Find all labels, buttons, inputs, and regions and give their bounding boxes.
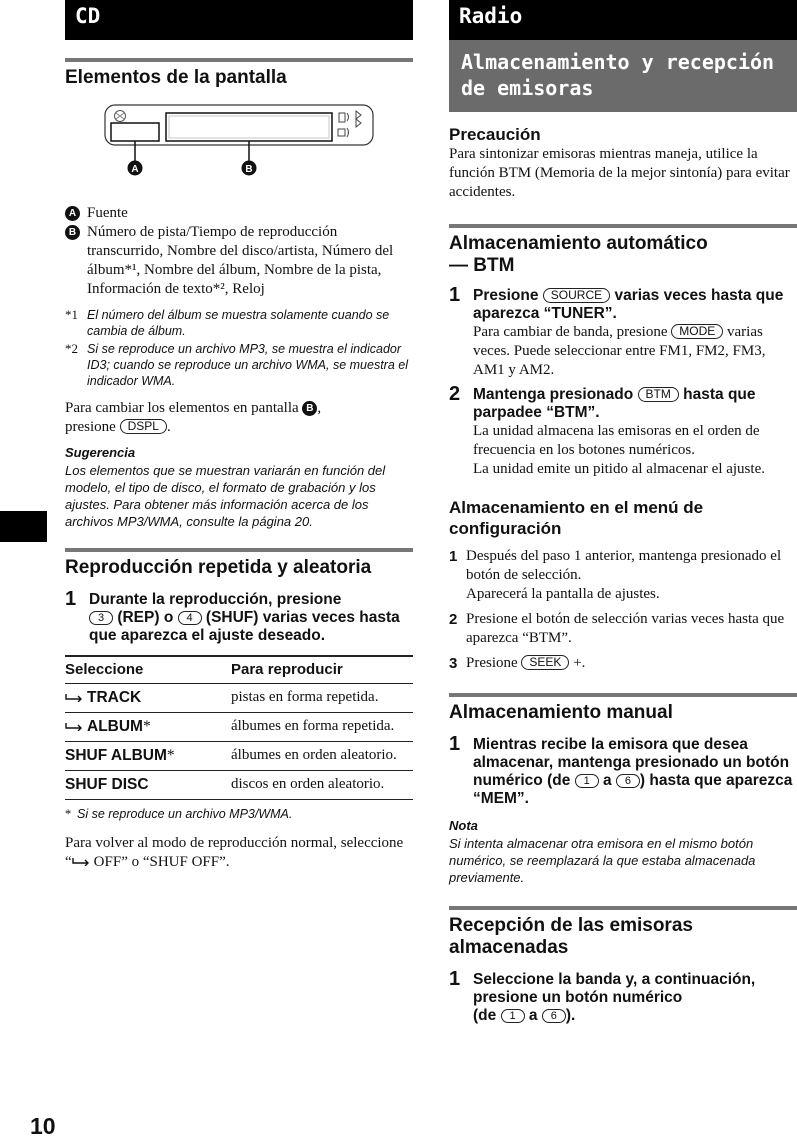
dspl-button[interactable]: DSPL xyxy=(120,419,167,434)
section-rule xyxy=(449,693,797,697)
step-text: a xyxy=(602,772,612,789)
caution-title: Precaución xyxy=(449,125,541,144)
change-text-2: presione xyxy=(65,419,116,435)
item-a-text: Fuente xyxy=(87,205,128,221)
auto-title-line2: — BTM xyxy=(449,255,515,276)
step-text: (REP) o xyxy=(117,609,174,626)
mode-key-label: TRACK xyxy=(87,689,142,706)
step-detail: Aparecerá la pantalla de ajustes. xyxy=(466,586,660,602)
table-row xyxy=(65,684,413,713)
step-text: a xyxy=(528,1007,538,1024)
right-column xyxy=(449,0,797,1025)
menu-step xyxy=(449,610,797,648)
table-row xyxy=(65,771,413,800)
mode-value: discos en orden aleatorio. xyxy=(231,771,413,800)
seek-button[interactable]: SEEK xyxy=(521,655,569,670)
mode-key-label: SHUF DISC xyxy=(65,776,149,793)
mode-key xyxy=(65,713,231,742)
step-detail: Para cambiar de banda, presione xyxy=(473,324,668,340)
button-1[interactable]: 1 xyxy=(501,1009,525,1023)
display-items xyxy=(65,204,413,299)
change-instructions xyxy=(65,399,413,437)
table-header: Seleccione xyxy=(65,656,231,684)
button-4[interactable]: 4 xyxy=(178,611,202,625)
section-rule xyxy=(449,224,797,228)
display-diagram-svg xyxy=(65,101,413,201)
mode-key-label: ALBUM xyxy=(87,718,143,735)
mode-key-star: * xyxy=(166,747,175,764)
step-text: Seleccione la banda y, a continuación, presione un botón numérico xyxy=(473,971,756,1006)
repeat-section-title: Reproducción repetida y aleatoria xyxy=(65,557,372,578)
tip xyxy=(65,443,413,530)
auto-section-title xyxy=(449,233,797,277)
btm-button[interactable]: BTM xyxy=(638,387,679,402)
mode-key-star: * xyxy=(142,718,151,735)
mode-table xyxy=(65,655,413,800)
display-section-title: Elementos de la pantalla xyxy=(65,67,287,88)
item-a xyxy=(65,204,413,223)
manual-step-1 xyxy=(449,733,797,808)
table-note-mark: * xyxy=(65,807,72,821)
menu-step xyxy=(449,547,797,604)
left-column xyxy=(65,0,413,872)
step-text: ). xyxy=(565,1007,576,1024)
repeat-icon xyxy=(72,853,90,862)
source-button[interactable]: SOURCE xyxy=(543,288,610,303)
mode-value: pistas en forma repetida. xyxy=(231,684,413,713)
step-number: 1 xyxy=(449,284,461,306)
footnote-text: Si se reproduce un archivo MP3, se muestra el indicador ID3; cuando se reproduce un archivo WMA, se muestra el indicador WMA. xyxy=(87,342,408,388)
tip-heading: Sugerencia xyxy=(65,445,136,460)
button-1[interactable]: 1 xyxy=(575,774,599,788)
table-row xyxy=(65,742,413,771)
mode-button[interactable]: MODE xyxy=(671,324,723,339)
note-heading: Nota xyxy=(449,818,478,833)
mode-value: álbumes en orden aleatorio. xyxy=(231,742,413,771)
step-text: Después del paso 1 anterior, mantenga presionado el botón de selección. xyxy=(466,548,782,583)
step-text: hasta que parpadee “BTM”. xyxy=(473,386,756,421)
footnote xyxy=(65,341,413,389)
repeat-icon xyxy=(65,688,83,697)
marker-a: A xyxy=(65,206,80,221)
table-row xyxy=(65,713,413,742)
mode-key xyxy=(65,684,231,713)
auto-step-2 xyxy=(449,383,797,479)
step-text: Presione xyxy=(473,287,539,304)
item-b xyxy=(65,223,413,299)
back-to-normal xyxy=(65,834,413,872)
footnote-mark: *2 xyxy=(65,341,78,356)
step-text: Durante la reproducción, presione xyxy=(89,591,342,608)
table-note-text: Si se reproduce un archivo MP3/WMA. xyxy=(77,807,293,821)
mode-value: álbumes en forma repetida. xyxy=(231,713,413,742)
footnotes xyxy=(65,307,413,389)
step-number: 2 xyxy=(449,383,461,405)
section-rule xyxy=(65,58,413,62)
marker-b: B xyxy=(65,225,80,240)
recv-section-title: Recepción de las emisoras almacenadas xyxy=(449,915,693,958)
step-detail: La unidad almacena las emisoras en el orden de frecuencia en los botones numéricos. xyxy=(473,423,760,458)
text-area xyxy=(166,113,332,141)
radio-header: Radio xyxy=(449,0,797,40)
label-b: B xyxy=(245,164,253,175)
item-b-text: Número de pista/Tiempo de reproducción transcurrido, Nombre del disco/artista, Número del álbum*¹, Nombre del álbum, Nombre de la pista, Información de texto*², Reloj xyxy=(87,224,394,297)
step-number: 1 xyxy=(449,968,461,990)
mode-key xyxy=(65,771,231,800)
step-text: ) hasta que aparezca “MEM”. xyxy=(473,772,793,807)
manual-section-title: Almacenamiento manual xyxy=(449,702,673,723)
button-3[interactable]: 3 xyxy=(89,611,113,625)
mode-key-label: SHUF ALBUM xyxy=(65,747,167,764)
section-rule xyxy=(449,906,797,910)
change-text: Para cambiar los elementos en pantalla xyxy=(65,400,299,416)
section-rule xyxy=(65,548,413,552)
source-area xyxy=(111,123,159,141)
marker-b-inline: B xyxy=(302,401,317,416)
step-text: Presione xyxy=(466,655,518,671)
radio-subheader: Almacenamiento y recepción de emisoras xyxy=(449,40,797,112)
footnote-text: El número del álbum se muestra solamente cuando se cambia de álbum. xyxy=(87,308,390,338)
label-a: A xyxy=(131,164,139,175)
menu-step xyxy=(449,654,797,673)
step-number: 1 xyxy=(65,588,77,610)
back-text: Para volver al modo de reproducción normal, seleccione “ xyxy=(65,835,404,870)
page-number: 10 xyxy=(30,1113,56,1139)
step-number: 1 xyxy=(449,733,461,755)
manual-note xyxy=(449,816,797,886)
auto-title-line1: Almacenamiento automático xyxy=(449,233,708,254)
button-6[interactable]: 6 xyxy=(616,774,640,788)
repeat-step-1 xyxy=(65,588,413,645)
step-text: varias veces hasta que aparezca “TUNER”. xyxy=(473,287,784,322)
menu-steps xyxy=(449,547,797,673)
step-text: (SHUF) varias veces hasta que aparezca el ajuste deseado. xyxy=(89,609,400,644)
step-number: 1 xyxy=(449,548,458,565)
step-number: 3 xyxy=(449,655,458,672)
table-note xyxy=(65,806,413,822)
repeat-icon xyxy=(65,717,83,726)
cd-header: CD xyxy=(65,0,413,40)
mode-key xyxy=(65,742,231,771)
recv-step-1 xyxy=(449,968,797,1025)
footnote-mark: *1 xyxy=(65,307,78,322)
step-detail: La unidad emite un pitido al almacenar el ajuste. xyxy=(473,461,765,477)
step-detail: varias veces. Puede seleccionar entre FM1, FM2, FM3, AM1 y AM2. xyxy=(473,324,766,378)
step-text: Mientras recibe la emisora que desea almacenar, mantenga presionado un botón numérico (de xyxy=(473,736,790,789)
display-diagram xyxy=(65,101,413,201)
step-number: 2 xyxy=(449,611,458,628)
table-header: Para reproducir xyxy=(231,656,413,684)
section-tab-marker xyxy=(0,511,47,542)
step-text: (de xyxy=(473,1007,497,1024)
step-text: +. xyxy=(573,655,586,671)
note-text: Si intenta almacenar otra emisora en el mismo botón numérico, se reemplazará la que estaba almacenada previamente. xyxy=(449,836,756,885)
menu-section-title: Almacenamiento en el menú de configuración xyxy=(449,498,704,538)
step-text: Mantenga presionado xyxy=(473,386,634,403)
footnote xyxy=(65,307,413,339)
auto-step-1 xyxy=(449,284,797,380)
step-text: Presione el botón de selección varias veces hasta que aparezca “BTM”. xyxy=(466,611,785,646)
caution-text: Para sintonizar emisoras mientras maneja, utilice la función BTM (Memoria de la mejor sintonía) para evitar accidentes. xyxy=(449,146,790,200)
change-comma: , xyxy=(317,400,322,416)
button-6[interactable]: 6 xyxy=(542,1009,566,1023)
tip-text: Los elementos que se muestran variarán en función del modelo, el tipo de disco, el formato de grabación y los ajustes. Para obtener más información acerca de los archivos MP3/WMA, consulte la página 20. xyxy=(65,463,386,529)
back-text-2: OFF” o “SHUF OFF”. xyxy=(93,854,230,870)
change-end: . xyxy=(166,419,171,435)
